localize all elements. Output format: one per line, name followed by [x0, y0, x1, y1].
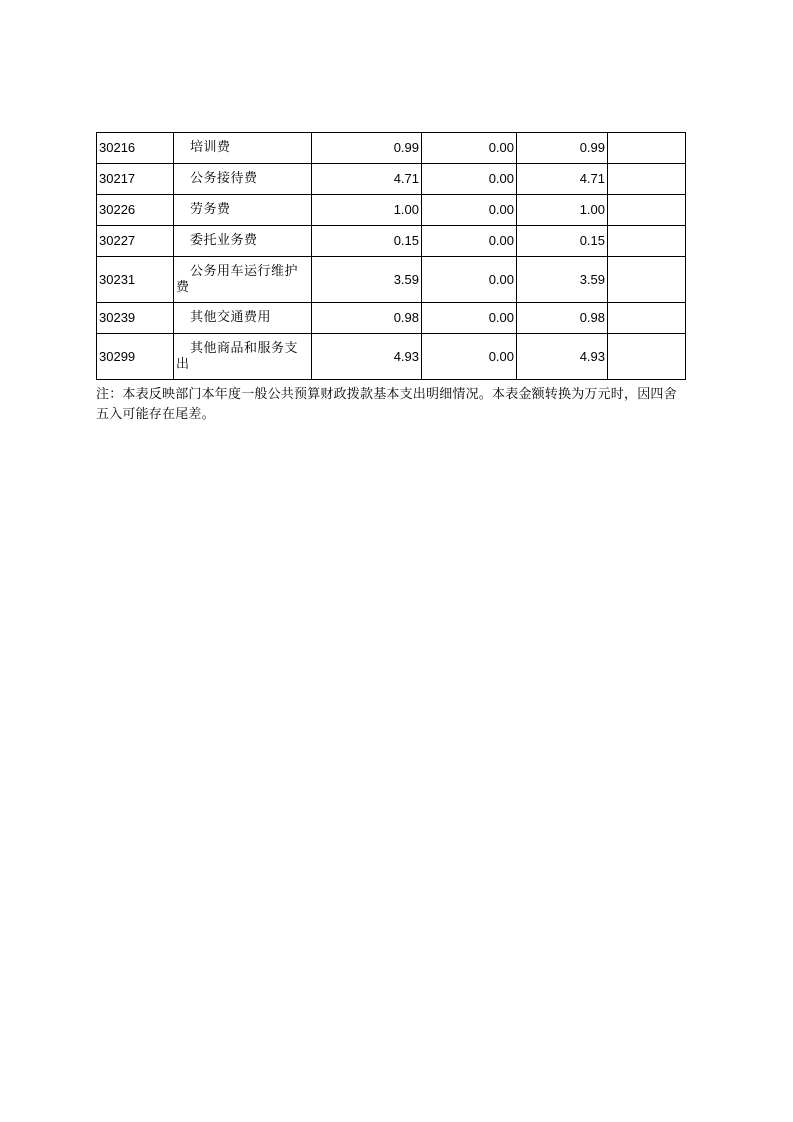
public-amount: 0.98 — [517, 303, 608, 334]
public-amount: 0.15 — [517, 226, 608, 257]
extra-cell — [608, 334, 686, 380]
public-amount: 0.99 — [517, 133, 608, 164]
table-row — [97, 133, 686, 164]
extra-cell — [608, 164, 686, 195]
total-amount: 0.15 — [312, 226, 422, 257]
public-amount: 4.93 — [517, 334, 608, 380]
subject-code: 30217 — [97, 164, 174, 195]
extra-cell — [608, 257, 686, 303]
personnel-amount: 0.00 — [422, 133, 517, 164]
total-amount: 0.98 — [312, 303, 422, 334]
subject-code: 30239 — [97, 303, 174, 334]
table-row — [97, 303, 686, 334]
table-row — [97, 164, 686, 195]
personnel-amount: 0.00 — [422, 303, 517, 334]
table-footnote: 注：本表反映部门本年度一般公共预算财政拨款基本支出明细情况。本表金额转换为万元时，因四舍五入可能存在尾差。 — [96, 387, 677, 422]
subject-name: 公务接待费 — [174, 164, 312, 195]
personnel-amount: 0.00 — [422, 334, 517, 380]
public-amount: 4.71 — [517, 164, 608, 195]
public-amount: 1.00 — [517, 195, 608, 226]
subject-code: 30299 — [97, 334, 174, 380]
total-amount: 3.59 — [312, 257, 422, 303]
personnel-amount: 0.00 — [422, 195, 517, 226]
personnel-amount: 0.00 — [422, 226, 517, 257]
extra-cell — [608, 133, 686, 164]
personnel-amount: 0.00 — [422, 164, 517, 195]
extra-cell — [608, 226, 686, 257]
budget-detail-sheet — [96, 132, 686, 425]
personnel-amount: 0.00 — [422, 257, 517, 303]
subject-name: 其他交通费用 — [174, 303, 312, 334]
total-amount: 1.00 — [312, 195, 422, 226]
extra-cell — [608, 303, 686, 334]
total-amount: 4.71 — [312, 164, 422, 195]
subject-name: 委托业务费 — [174, 226, 312, 257]
subject-name: 培训费 — [174, 133, 312, 164]
expenditure-table — [96, 132, 686, 380]
extra-cell — [608, 195, 686, 226]
subject-name: 劳务费 — [174, 195, 312, 226]
public-amount: 3.59 — [517, 257, 608, 303]
subject-name: 其他商品和服务支出 — [174, 334, 312, 380]
table-row — [97, 257, 686, 303]
subject-code: 30216 — [97, 133, 174, 164]
subject-code: 30226 — [97, 195, 174, 226]
total-amount: 4.93 — [312, 334, 422, 380]
table-row — [97, 334, 686, 380]
total-amount: 0.99 — [312, 133, 422, 164]
table-row — [97, 226, 686, 257]
subject-code: 30231 — [97, 257, 174, 303]
subject-name: 公务用车运行维护费 — [174, 257, 312, 303]
table-row — [97, 195, 686, 226]
subject-code: 30227 — [97, 226, 174, 257]
